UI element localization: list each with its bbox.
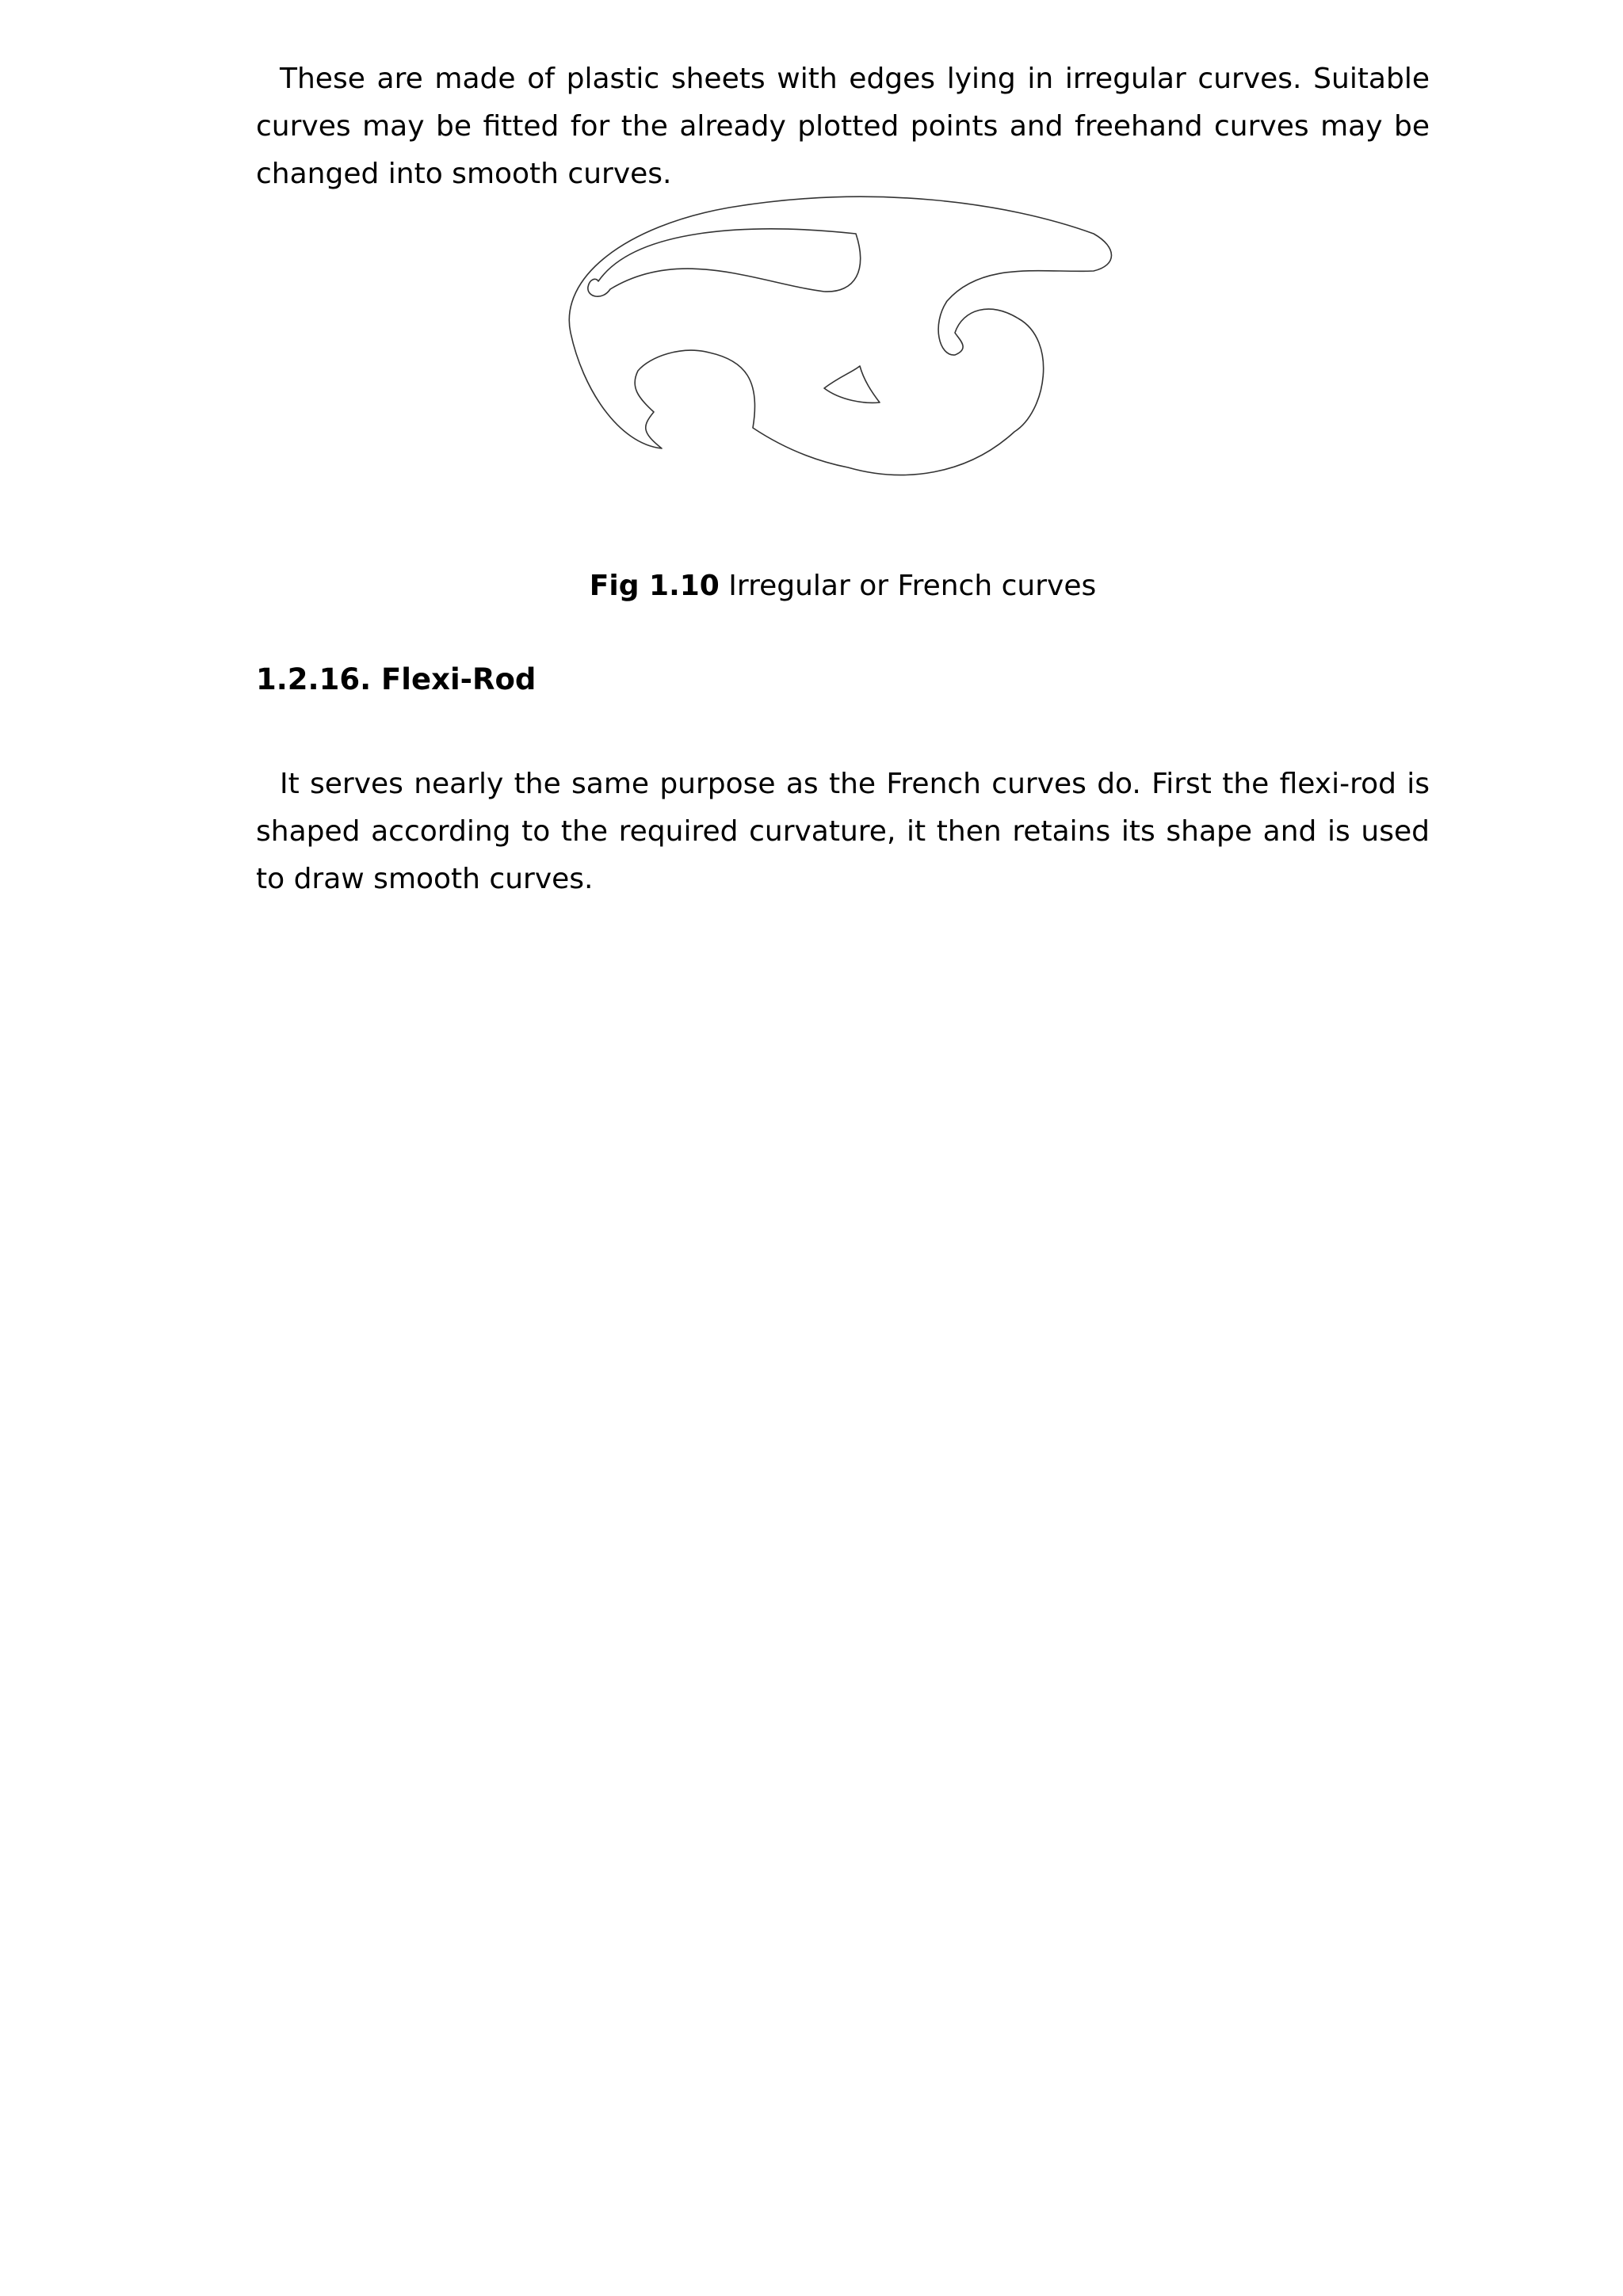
french-curve-drawing [491, 190, 1189, 523]
french-curve-cutout [824, 366, 880, 402]
french-curve-slot [588, 229, 861, 296]
figure-caption-text: Irregular or French curves [728, 570, 1097, 602]
french-curve-figure [491, 190, 1189, 523]
flexi-rod-paragraph: It serves nearly the same purpose as the French curves do. First the flexi-rod is shaped according to the required curvature, it then retains its shape and is used to draw smooth curves. [256, 768, 1430, 895]
figure-caption [256, 564, 1430, 608]
figure-label: Fig 1.10 [589, 570, 720, 602]
french-curve-outline [569, 196, 1111, 475]
section-heading: 1.2.16. Flexi-Rod [256, 662, 537, 696]
intro-paragraph: These are made of plastic sheets with edges lying in irregular curves. Suitable curves may be fitted for the already plotted points and freehand curves may be changed into smooth curves. [256, 63, 1430, 190]
